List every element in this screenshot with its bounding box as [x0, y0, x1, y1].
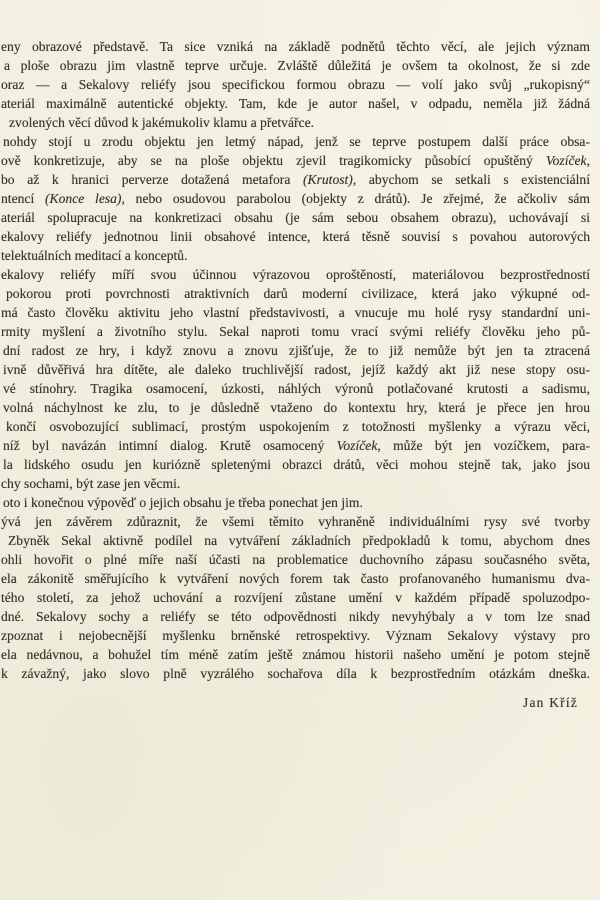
text-line: [1, 151, 590, 170]
text-line: [1, 227, 590, 246]
text-line: [1, 379, 590, 398]
text-line: [1, 37, 590, 56]
text-segment: ntencí: [1, 191, 45, 206]
text-line: [1, 189, 590, 208]
text-segment: má často člověku aktivitu jeho vlastní představivosti, a vnucuje mu holé rysy standardní uni-: [1, 305, 590, 320]
text-segment: Zbyněk Sekal aktivně podílel na vytváření základních předpokladů k tomu, abychom dnes: [8, 533, 590, 548]
text-line: [1, 56, 590, 75]
text-line: [1, 493, 590, 512]
text-segment: la lidského osudu jen kuriózně spletenými obrazci drátů, věci mohou stejně tak, jako jsou: [3, 457, 590, 472]
text-segment: oto i konečnou výpověď o jejich obsahu je třeba ponechat jen jim.: [3, 495, 363, 510]
text-segment: tého století, za jehož uchování a rozvíjení zůstane umění v každém případě spoluzodpo-: [1, 590, 590, 605]
text-segment: volná náchylnost ke zlu, to je důsledně vtaženo do kontextu hry, která je přece jen hrou: [3, 400, 590, 415]
text-segment: nebo osudovou parabolou (objekty z drátů). Je zřejmé, že ačkoliv sám: [124, 191, 590, 206]
text-segment: ela zákonitě směřujícího k vytváření nových forem tak často profanovaného humanismu dva-: [1, 571, 590, 586]
text-line: [1, 246, 590, 265]
text-line: [1, 417, 590, 436]
text-line: [1, 569, 590, 588]
text-segment: níž byl navázán intimní dialog. Krutě osamocený: [3, 438, 337, 453]
article-text: [1, 37, 590, 683]
text-line: [1, 284, 590, 303]
text-line: [1, 550, 590, 569]
text-line: [1, 607, 590, 626]
text-segment: zpoznat i nejobecnější myšlenku brněnské retrospektivy. Význam Sekalovy výstavy pro: [1, 628, 590, 643]
text-line: [1, 588, 590, 607]
text-segment: ohli hovořit o plné míře naší účasti na problematice duchovního zápasu současného světa,: [1, 552, 590, 567]
text-segment: ivně důvěřivá hra dítěte, ale daleko truchlivější radost, jejíž každý akt již nese stopy osu-: [3, 362, 590, 377]
text-segment: nohdy stojí u zrodu objektu jen letmý nápad, jenž se teprve postupem další práce obsa-: [3, 134, 590, 149]
text-segment: vé stínohry. Tragika osamocení, úzkosti, náhlých výronů potlačované krutosti a sadismu,: [3, 381, 590, 396]
text-segment: ateriál maximálně autentické objekty. Tam, kde je autor našel, v odpadu, neměla již žádná: [1, 96, 590, 111]
text-line: [1, 512, 590, 531]
text-line: [1, 474, 590, 493]
text-line: [1, 303, 590, 322]
text-segment: ekalovy reliéfy míří svou účinnou výrazovou oproštěností, materiálovou bezprostředností: [1, 267, 590, 282]
text-segment: k závažný, jako slovo plně vyzrálého sochařova díla k bezprostředním otázkám dneška.: [1, 666, 590, 681]
text-segment: zvolených věcí důvod k jakémukoliv klamu a přetvářce.: [9, 115, 314, 130]
text-segment: dní radost ze hry, i když znovu a znovu zjišťuje, že to již nemůže být jen ta ztracená: [3, 343, 590, 358]
text-line: [1, 341, 590, 360]
text-segment: ateriál spolupracuje na konkretizaci obsahu (je sám sebou obsahem obrazu), uchovávají si: [1, 210, 590, 225]
text-line: [1, 398, 590, 417]
text-segment: chy sochami, být zase jen věcmi.: [1, 476, 181, 491]
text-segment: ekalovy reliéfy jednotnou linii obsahové intence, která těsně souvisí s povahou autorových: [1, 229, 590, 244]
text-segment: a ploše obrazu jim vlastně teprve určuje. Zvláště důležitá je ovšem ta okolnost, že si zde: [4, 58, 590, 73]
italic-text: Vozíček,: [545, 153, 590, 168]
text-line: [1, 208, 590, 227]
text-line: [1, 132, 590, 151]
text-segment: pokorou proti povrchnosti atraktivních darů moderní civilizace, která jako výkupné od-: [6, 286, 590, 301]
italic-text: Vozíček,: [336, 438, 381, 453]
text-line: [1, 455, 590, 474]
text-line: [1, 265, 590, 284]
text-segment: bo až k hranici perverze dotažená metafora: [1, 172, 303, 187]
text-line: [1, 436, 590, 455]
text-segment: končí osvobozující sublimací, prostým uspokojením z totožnosti myšlenky a výrazu věci,: [6, 419, 590, 434]
italic-text: (Krutost),: [302, 172, 357, 187]
text-segment: ově konkretizuje, aby se na ploše objektu zjevil tragikomicky působící opuštěný: [1, 153, 546, 168]
text-segment: eny obrazové představě. Ta sice vzniká na základě podnětů těchto věcí, ale jejich význam: [1, 39, 590, 54]
text-segment: telektuálních meditací a konceptů.: [1, 248, 188, 263]
text-segment: může být jen vozíčkem, para-: [380, 438, 590, 453]
text-segment: rmity myšlení a životního stylu. Sekal naproti tomu vrací svými reliéfy člověku jeho pů-: [1, 324, 590, 339]
text-segment: oraz — a Sekalovy reliéfy jsou specifickou formou obrazu — volí jako svůj „rukopisný“: [1, 77, 590, 92]
text-line: [1, 664, 590, 683]
italic-text: (Konce lesa),: [45, 191, 125, 206]
text-segment: abychom se setkali s existenciální: [356, 172, 590, 187]
text-line: [1, 170, 590, 189]
text-line: [1, 360, 590, 379]
text-line: [1, 94, 590, 113]
text-line: [1, 531, 590, 550]
text-line: [1, 113, 590, 132]
text-line: [1, 645, 590, 664]
text-segment: ývá jen závěrem zdůraznit, že všemi těmito vyhraněně individuálními rysy své tvorby: [1, 514, 590, 529]
text-segment: dné. Sekalovy sochy a reliéfy se této odpovědnosti nikdy nevyhýbaly a v tom lze snad: [1, 609, 590, 624]
text-line: [1, 322, 590, 341]
text-line: [1, 75, 590, 94]
text-segment: ela nedávnou, a bohužel tím méně zatím ještě známou historii našeho umění je potom stejně: [1, 647, 590, 662]
text-line: [1, 626, 590, 645]
author-signature: Jan Kříž: [523, 695, 578, 710]
